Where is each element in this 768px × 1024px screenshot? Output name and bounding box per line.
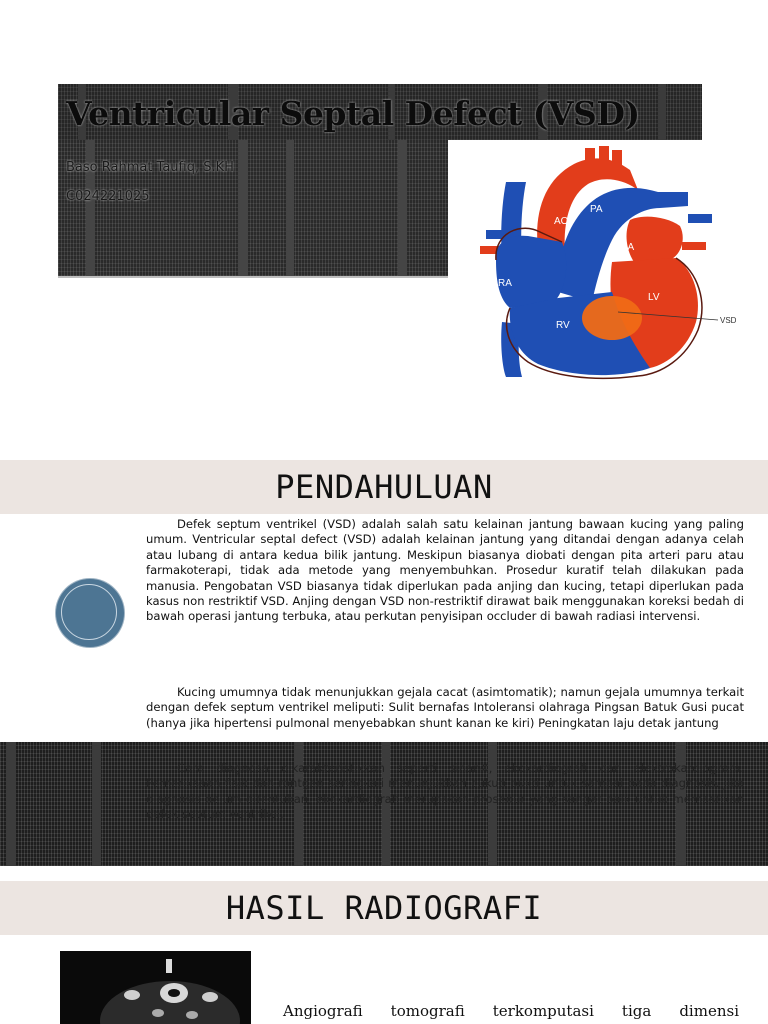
ct-scan-image [60, 951, 251, 1024]
label-lv: LV [648, 292, 660, 303]
page-title: Ventricular Septal Defect (VSD) [66, 94, 640, 133]
label-pa: PA [590, 204, 603, 215]
radiography-heading-band [0, 881, 768, 935]
label-vsd: VSD [720, 316, 737, 325]
author-id: C024221025 [66, 189, 150, 204]
label-la: LA [622, 242, 635, 253]
intro-heading: PENDAHULUAN [275, 468, 493, 506]
author-name: Baso Rahmat Taufiq, S.KH [66, 160, 234, 175]
intro-paragraph-1: Defek septum ventrikel (VSD) adalah salah satu kelainan jantung bawaan kucing yang paling umum. Ventricular septal defect (VSD) adalah kelainan jantung yang ditandai dengan adanya celah atau lubang di antara kedua bilik jantung. Meskipun biasanya diobati dengan pita arteri paru atau farmakoterapi, tidak ada metode yang menyembuhkan. Prosedur kuratif telah dilakukan pada manusia. Pengobatan VSD biasanya tidak diperlukan pada anjing dan kucing, tetapi diperlukan pada kasus non restriktif VSD. Anjing dengan VSD non-restriktif dirawat baik menggunakan koreksi bedah di bawah operasi jantung terbuka, atau perkutan penyisipan occluder di bawah radiasi intervensi. [146, 517, 744, 624]
radiography-caption: Angiografi tomografi terkomputasi tiga dimensi [283, 1002, 739, 1020]
label-ao: AO [554, 216, 569, 227]
vsd-jet [582, 296, 642, 340]
label-rv: RV [556, 320, 570, 331]
decorative-circle-icon [56, 579, 124, 647]
ct-scan-graphic [60, 951, 251, 1024]
radiography-heading: HASIL RADIOGRAFI [225, 889, 543, 927]
left-atrium [627, 217, 683, 262]
intro-heading-band [0, 460, 768, 514]
intro-paragraph-2: Kucing umumnya tidak menunjukkan gejala cacat (asimtomatik); namun gejala umumnya terkait dengan defek septum ventrikel meliputi: Sulit bernafas Intoleransi olahraga Pingsan Batuk Gusi pucat (hanya jika hipertensi pulmonal menyebabkan shunt kanan ke kiri) Peningkatan laju detak jantung [146, 685, 744, 730]
right-atrium [496, 236, 566, 308]
heart-diagram [462, 142, 752, 382]
intro-paragraph-3: Cara diagnosa dikarakteristikkan seperti sinar-X, ekokardiografi dan elektrokardiogram. Pemeriksaan fisik dan rontgen seringkali menunjukkan cukup bukti untuk sampai pada diagnosis. Jika diagnosis belum ditentukan, ekokardiografi merupakan prosedur yang sangat baik untuk memastikan defek septum ventrikel. [146, 761, 744, 822]
label-ra: RA [498, 278, 512, 289]
